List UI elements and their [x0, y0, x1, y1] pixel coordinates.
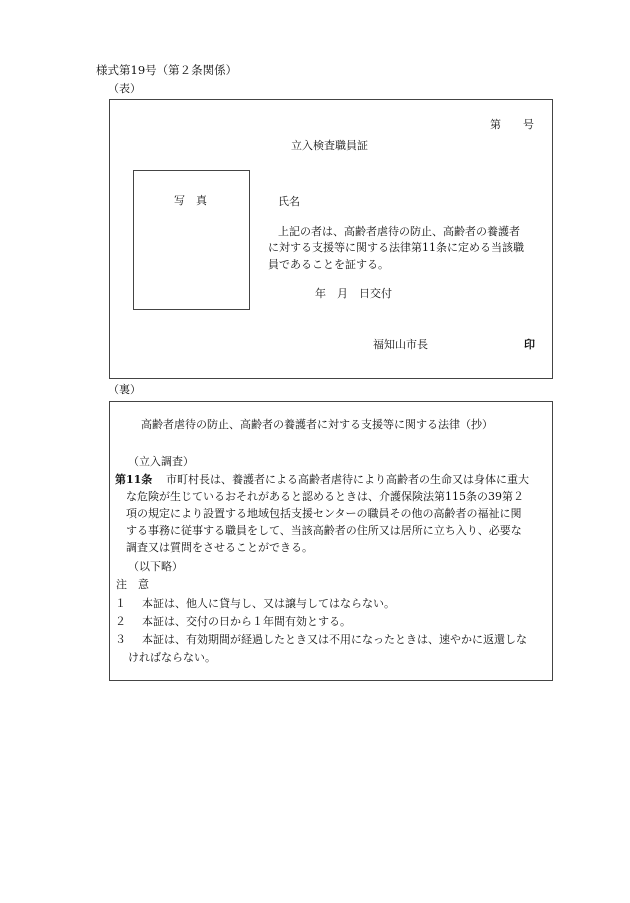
certify-line-1: 上記の者は、高齢者虐待の防止、高齢者の養護者 [278, 225, 520, 238]
back-heading: （裏） [108, 383, 141, 396]
article-line-5: 調査又は質問をさせることができる。 [126, 541, 313, 554]
certify-line-2: に対する支援等に関する法律第11条に定める当該職 [268, 241, 524, 254]
photo-box [133, 170, 250, 310]
issue-date: 年 月 日交付 [315, 287, 392, 300]
article-line-4: する事務に従事する職員をして、当該高齢者の住所又は居所に立ち入り、必要な [126, 524, 522, 537]
section-caption: （立入調査） [128, 455, 194, 468]
article-line-2: な危険が生じているおそれがあると認めるときは、介護保険法第115条の39第２ [126, 490, 524, 503]
card-title: 立入検査職員証 [291, 139, 368, 152]
issuer: 福知山市長 [373, 338, 428, 351]
card-number: 第 号 [490, 118, 534, 131]
note-3-text-1: 本証は、有効期間が経過したとき又は不用になったときは、速やかに返還しな [142, 633, 527, 646]
notes-heading: 注 意 [116, 578, 149, 591]
note-3-number: ３ [115, 633, 126, 646]
photo-label: 写 真 [174, 194, 207, 207]
seal-icon: 印 [524, 338, 535, 351]
omitted-note: （以下略） [128, 560, 183, 573]
note-2-text: 本証は、交付の日から１年間有効とする。 [142, 615, 351, 628]
note-1-number: １ [115, 597, 126, 610]
article-label: 第11条 [115, 473, 153, 486]
front-heading: （表） [108, 82, 141, 95]
note-2-number: ２ [115, 615, 126, 628]
article-line-1: 市町村長は、養護者による高齢者虐待により高齢者の生命又は身体に重大 [166, 473, 529, 486]
certify-line-3: 員であることを証する。 [268, 258, 389, 271]
law-title: 高齢者虐待の防止、高齢者の養護者に対する支援等に関する法律（抄） [141, 418, 493, 431]
article-line-3: 項の規定により設置する地域包括支援センターの職員その他の高齢者の福祉に関 [126, 507, 522, 520]
name-label: 氏名 [278, 195, 300, 208]
front-card [109, 99, 553, 379]
note-3-text-2: ければならない。 [128, 651, 216, 664]
note-1-text: 本証は、他人に貸与し、又は譲与してはならない。 [142, 597, 395, 610]
form-number: 様式第19号（第２条関係） [96, 63, 238, 77]
